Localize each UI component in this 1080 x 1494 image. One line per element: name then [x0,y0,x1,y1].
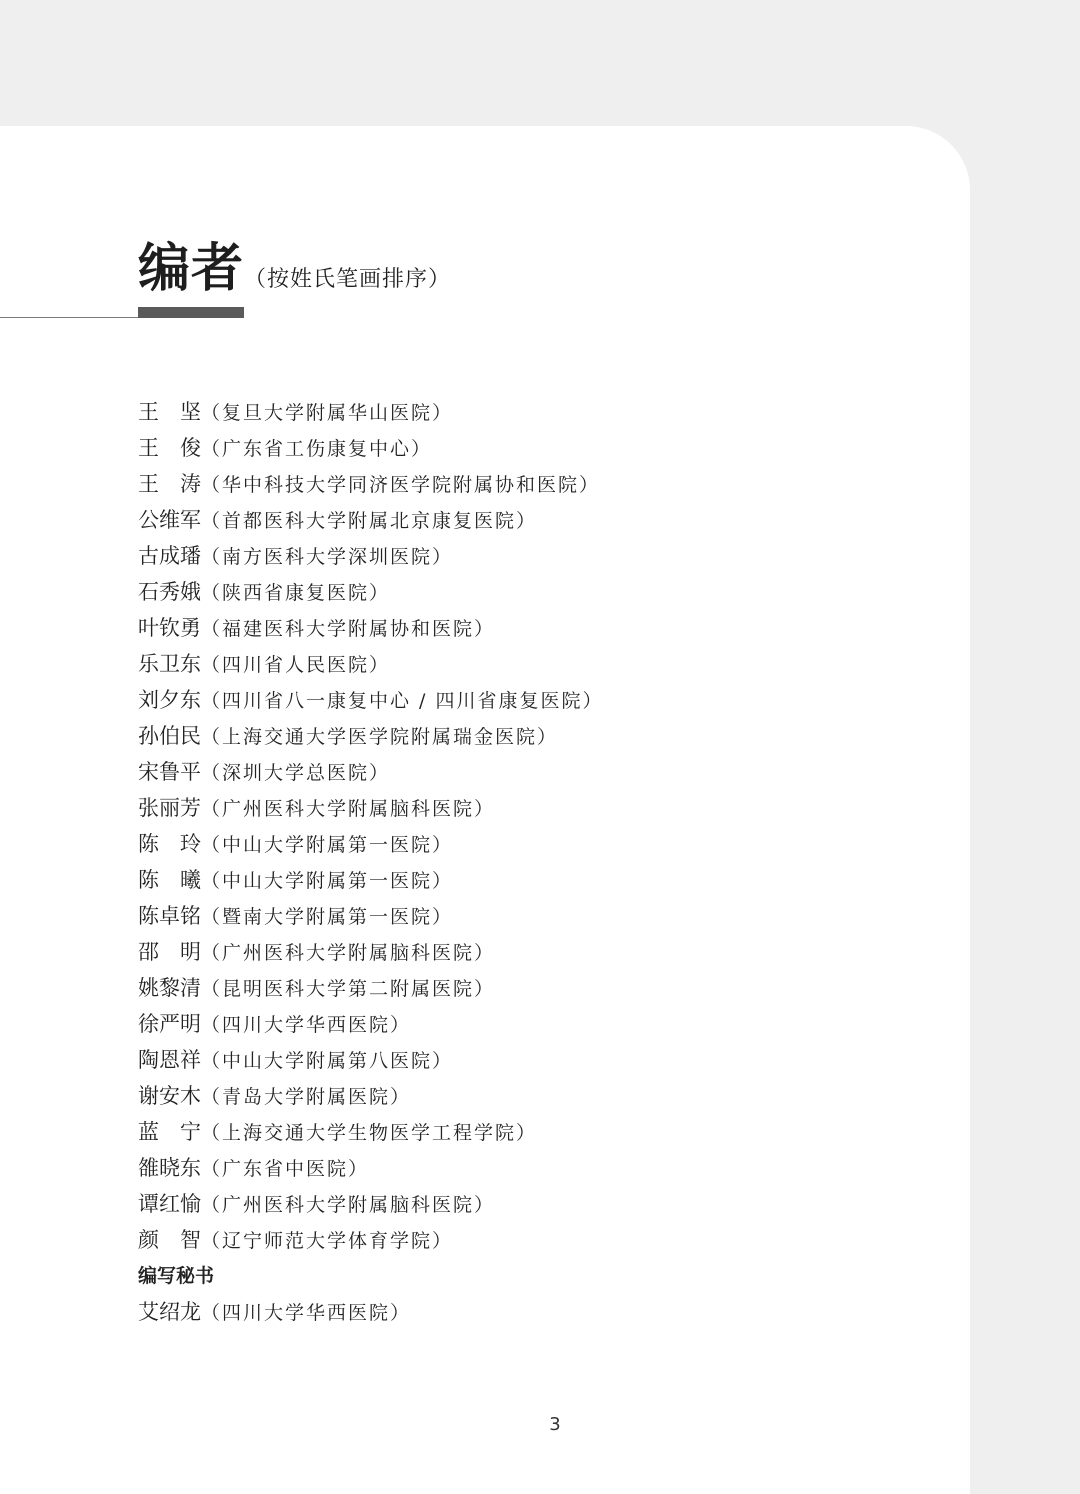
list-item [138,1186,603,1222]
editor-name: 王 俊 [138,436,201,460]
editor-affiliation: （中山大学附属第一医院） [201,870,454,892]
editor-affiliation: （复旦大学附属华山医院） [201,402,454,424]
document-page [0,126,970,1494]
editor-name: 张丽芳 [138,796,201,820]
editor-name: 孙伯民 [138,724,201,748]
list-item [138,898,603,934]
editor-name: 王 坚 [138,400,201,424]
editor-name: 宋鲁平 [138,760,201,784]
section-heading [138,226,451,301]
editor-affiliation: （昆明医科大学第二附属医院） [201,978,496,1000]
editor-name: 古成璠 [138,544,201,568]
editor-name: 刘夕东 [138,688,201,712]
editor-affiliation: （广东省工伤康复中心） [201,438,433,460]
editor-affiliation: （深圳大学总医院） [201,762,391,784]
editor-affiliation: （南方医科大学深圳医院） [201,546,454,568]
editor-affiliation: （广州医科大学附属脑科医院） [201,1194,496,1216]
editor-affiliation: （四川大学华西医院） [201,1014,412,1036]
editor-affiliation: （广州医科大学附属脑科医院） [201,798,496,820]
list-item [138,1006,603,1042]
secretary-name: 艾绍龙 [138,1300,201,1324]
secretary-affiliation: （四川大学华西医院） [201,1302,412,1324]
list-item [138,826,603,862]
editor-affiliation: （四川省人民医院） [201,654,391,676]
heading-title: 编者 [138,238,245,299]
list-item [138,502,603,538]
heading-underline-bar [138,307,244,318]
editor-affiliation: （华中科技大学同济医学院附属协和医院） [201,474,601,496]
editor-affiliation: （辽宁师范大学体育学院） [201,1230,454,1252]
editor-affiliation: （暨南大学附属第一医院） [201,906,454,928]
editor-name: 颜 智 [138,1228,201,1252]
list-item [138,754,603,790]
editor-name: 乐卫东 [138,652,201,676]
editor-list [138,394,603,1330]
editor-name: 石秀娥 [138,580,201,604]
heading-subtitle: （按姓氏笔画排序） [244,267,452,292]
editor-name: 蓝 宁 [138,1120,201,1144]
editor-name: 公维军 [138,508,201,532]
list-item [138,646,603,682]
editor-name: 叶钦勇 [138,616,201,640]
editor-name: 陈卓铭 [138,904,201,928]
list-item [138,718,603,754]
editor-name: 陈 曦 [138,868,201,892]
editor-affiliation: （上海交通大学生物医学工程学院） [201,1122,538,1144]
list-item [138,934,603,970]
list-item [138,1222,603,1258]
editor-name: 姚黎清 [138,976,201,1000]
editor-name: 王 涛 [138,472,201,496]
list-item [138,1078,603,1114]
list-item [138,1114,603,1150]
editor-affiliation: （广州医科大学附属脑科医院） [201,942,496,964]
list-item [138,574,603,610]
heading-underline-thin [0,317,140,318]
list-item [138,1150,603,1186]
list-item [138,610,603,646]
editor-name: 雒晓东 [138,1156,201,1180]
list-item [138,1042,603,1078]
list-item [138,682,603,718]
list-item [138,862,603,898]
editor-affiliation: （广东省中医院） [201,1158,370,1180]
list-item [138,394,603,430]
editor-affiliation: （中山大学附属第八医院） [201,1050,454,1072]
editor-affiliation: （青岛大学附属医院） [201,1086,412,1108]
secretary-heading: 编写秘书 [138,1265,215,1287]
editor-affiliation: （中山大学附属第一医院） [201,834,454,856]
list-item [138,538,603,574]
secretary-entry [138,1294,603,1330]
list-item [138,790,603,826]
page-number: 3 [549,1414,561,1435]
editor-affiliation: （上海交通大学医学院附属瑞金医院） [201,726,559,748]
editor-name: 谭红愉 [138,1192,201,1216]
editor-name: 陶恩祥 [138,1048,201,1072]
list-item [138,430,603,466]
list-item [138,466,603,502]
editor-affiliation: （四川省八一康复中心 / 四川省康复医院） [201,690,604,712]
editor-affiliation: （陕西省康复医院） [201,582,391,604]
editor-name: 谢安木 [138,1084,201,1108]
editor-name: 陈 玲 [138,832,201,856]
editor-name: 徐严明 [138,1012,201,1036]
editor-affiliation: （首都医科大学附属北京康复医院） [201,510,538,532]
editor-name: 邵 明 [138,940,201,964]
editor-affiliation: （福建医科大学附属协和医院） [201,618,496,640]
list-item [138,970,603,1006]
